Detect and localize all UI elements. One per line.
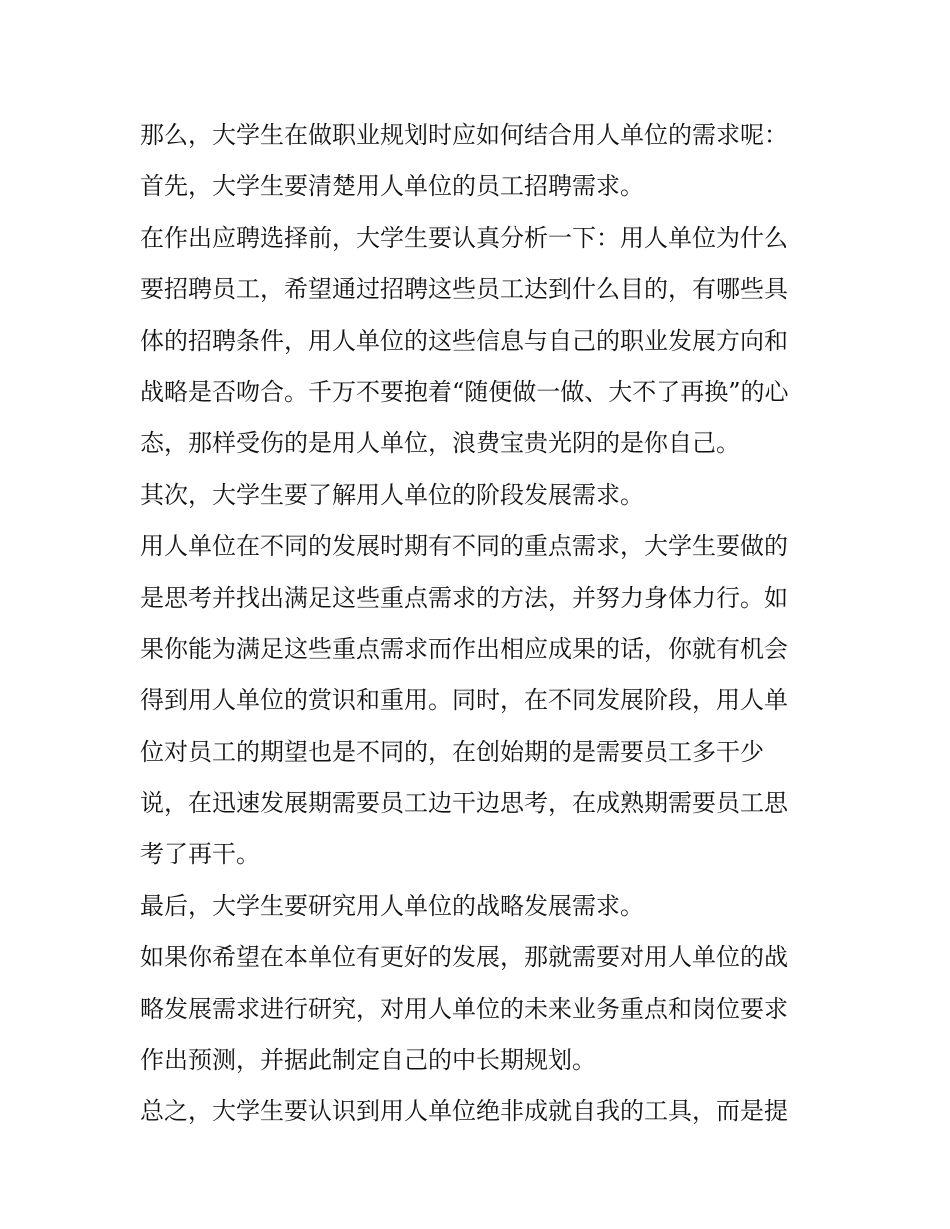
text-line: 是思考并找出满足这些重点需求的方法，并努力身体力行。如 [140,583,788,612]
text-line: 要招聘员工，希望通过招聘这些员工达到什么目的，有哪些具 [140,275,788,304]
text-line: 其次，大学生要了解用人单位的阶段发展需求。 [140,480,644,509]
text-line: 态，那样受伤的是用人单位，浪费宝贵光阴的是你自己。 [140,429,740,458]
text-line: 总之，大学生要认识到用人单位绝非成就自我的工具，而是提 [140,1097,788,1126]
text-line: 如果你希望在本单位有更好的发展，那就需要对用人单位的战 [140,943,788,972]
text-line: 在作出应聘选择前，大学生要认真分析一下：用人单位为什么 [140,223,788,252]
text-line: 用人单位在不同的发展时期有不同的重点需求，大学生要做的 [140,532,788,561]
text-line: 首先，大学生要清楚用人单位的员工招聘需求。 [140,172,644,201]
text-line: 说，在迅速发展期需要员工边干边思考，在成熟期需要员工思 [140,789,788,818]
text-line: 考了再干。 [140,840,260,869]
text-line: 最后，大学生要研究用人单位的战略发展需求。 [140,891,644,920]
text-line: 战略是否吻合。千万不要抱着“随便做一做、大不了再换”的心 [140,377,789,406]
text-line: 体的招聘条件，用人单位的这些信息与自己的职业发展方向和 [140,326,788,355]
text-line: 作出预测，并据此制定自己的中长期规划。 [140,1046,596,1075]
body-text [140,110,820,1138]
text-line: 位对员工的期望也是不同的，在创始期的是需要员工多干少 [140,737,764,766]
text-line: 略发展需求进行研究，对用人单位的未来业务重点和岗位要求 [140,994,788,1023]
text-line: 那么，大学生在做职业规划时应如何结合用人单位的需求呢： [140,121,788,149]
text-line: 得到用人单位的赏识和重用。同时，在不同发展阶段，用人单 [140,686,788,715]
text-line: 果你能为满足这些重点需求而作出相应成果的话，你就有机会 [140,634,788,663]
